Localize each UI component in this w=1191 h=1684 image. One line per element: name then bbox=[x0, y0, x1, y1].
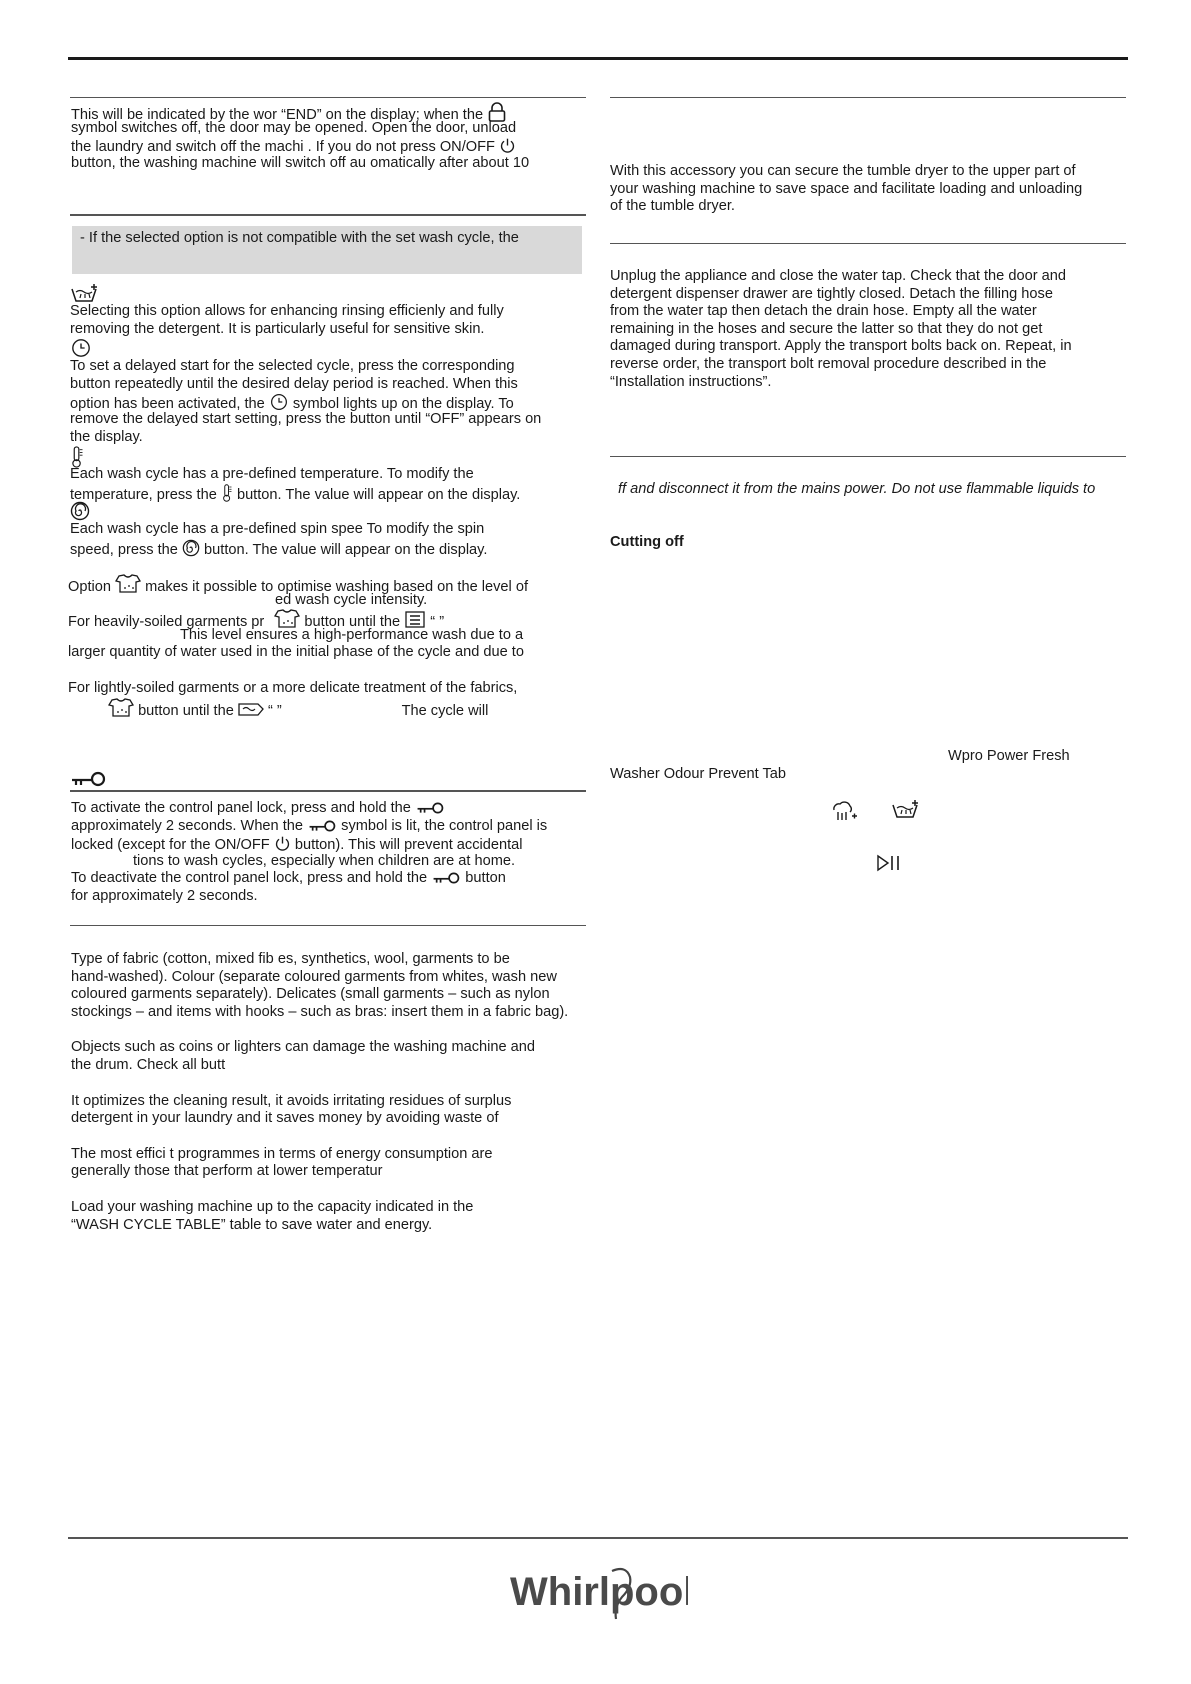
lock-line-2b: symbol is lit, the control panel is bbox=[341, 817, 548, 834]
temp-line-2b: button. The value will appear on the display. bbox=[236, 486, 521, 503]
text-line: hand-washed). Colour (separate coloured garments from whites, wash new bbox=[71, 968, 557, 985]
section-rule bbox=[610, 97, 1126, 98]
soil-line-4: This level ensures a high-performance wash due to a bbox=[180, 626, 524, 643]
lock-line-4: tions to wash cycles, especially when children are at home. bbox=[133, 852, 516, 869]
header-rule bbox=[68, 57, 1128, 60]
start-pause-icon-wrap bbox=[876, 854, 902, 875]
extra-rinse-icon bbox=[70, 283, 100, 303]
text-line: your washing machine to save space and facilitate loading and unloading bbox=[610, 180, 1083, 197]
delay-start-icon bbox=[269, 393, 289, 411]
lock-line-1a: To activate the control panel lock, press and hold the bbox=[71, 800, 411, 816]
options-note-text: - If the selected option is not compatible with the set wash cycle, the bbox=[80, 230, 519, 246]
spin-line-2b: button. The value will appear on the display. bbox=[204, 541, 488, 558]
delay-line-5: the display. bbox=[70, 428, 143, 445]
text-line: Load your washing machine up to the capacity indicated in the bbox=[71, 1198, 474, 1215]
text-line: remaining in the hoses and secure the latter so that they do not get bbox=[610, 320, 1043, 337]
text-line: It optimizes the cleaning result, it avoids irritating residues of surplus bbox=[71, 1092, 512, 1109]
spin-line-1: Each wash cycle has a pre-defined spin spee To modify the spin bbox=[70, 521, 485, 538]
accessory-paragraph bbox=[610, 163, 1130, 216]
brand-name: Whirlpool bbox=[510, 1570, 688, 1614]
section-rule bbox=[70, 925, 586, 926]
section-rule bbox=[70, 790, 586, 792]
delay-line-2: button repeatedly until the desired delay period is reached. When this bbox=[70, 375, 518, 392]
delay-line-3a: option has been activated, the bbox=[70, 396, 265, 413]
text-line: generally those that perform at lower temperatur bbox=[71, 1163, 383, 1180]
brand-logo bbox=[508, 1565, 688, 1621]
end-line-3: the laundry and switch off the machi . If you do not press ON/OFF bbox=[71, 139, 495, 156]
key-lock-icon bbox=[70, 770, 106, 788]
wpro-product-name: Wpro Power Fresh bbox=[948, 748, 1070, 764]
maintenance-warning: ff and disconnect it from the mains power. Do not use flammable liquids to bbox=[618, 481, 1096, 497]
wpro-product-subtitle: Washer Odour Prevent Tab bbox=[610, 766, 787, 782]
power-icon bbox=[274, 835, 291, 852]
soil-level-section bbox=[68, 574, 588, 719]
text-line: damaged during transport. Apply the transport bolts back on. Repeat, in bbox=[610, 338, 1072, 355]
spin-icon bbox=[182, 539, 200, 557]
soil-line-3a: For heavily-soiled garments pr bbox=[68, 614, 265, 631]
delay-line-1: To set a delayed start for the selected cycle, press the corresponding bbox=[70, 358, 515, 375]
text-line: With this accessory you can secure the tumble dryer to the upper part of bbox=[610, 163, 1076, 179]
section-rule bbox=[610, 243, 1126, 244]
delay-start-icon bbox=[70, 338, 92, 358]
tips-section bbox=[71, 951, 591, 1234]
soil-level-icon bbox=[108, 698, 134, 718]
section-rule bbox=[70, 97, 586, 98]
text-line: stockings – and items with hooks – such as bras: insert them in a fabric bag). bbox=[71, 1003, 569, 1020]
key-lock-icon bbox=[415, 801, 445, 815]
temperature-icon bbox=[70, 446, 84, 468]
spin-icon bbox=[70, 501, 90, 521]
lock-line-5a: To deactivate the control panel lock, press and hold the bbox=[71, 870, 428, 887]
spin-line-2a: speed, press the bbox=[70, 541, 178, 558]
tips-paragraph-4 bbox=[71, 1146, 591, 1181]
transport-paragraph bbox=[610, 268, 1130, 391]
steam-icon bbox=[830, 800, 858, 822]
text-line: Type of fabric (cotton, mixed fib es, synthetics, wool, garments to be bbox=[71, 951, 510, 967]
text-line: detergent dispenser drawer are tightly closed. Detach the filling hose bbox=[610, 285, 1053, 302]
text-line: Unplug the appliance and close the water tap. Check that the door and bbox=[610, 268, 1066, 284]
text-line: of the tumble dryer. bbox=[610, 198, 735, 215]
rinse-line-2: removing the detergent. It is particularly useful for sensitive skin. bbox=[70, 320, 485, 337]
steam-icon-wrap bbox=[830, 800, 858, 825]
text-line: “Installation instructions”. bbox=[610, 373, 772, 390]
text-line: detergent in your laundry and it saves money by avoiding waste of bbox=[71, 1110, 499, 1127]
extra-rinse-icon bbox=[891, 798, 921, 820]
delay-line-4: remove the delayed start setting, press the button until “OFF” appears on bbox=[70, 410, 542, 427]
section-rule bbox=[70, 214, 586, 216]
text-line: from the water tap then detach the drain hose. Empty all the water bbox=[610, 303, 1037, 320]
options-section bbox=[70, 283, 590, 557]
temp-line-1: Each wash cycle has a pre-defined temperature. To modify the bbox=[70, 466, 474, 483]
power-icon bbox=[499, 137, 516, 154]
end-of-cycle-paragraph bbox=[71, 102, 591, 172]
soil-line-2: ed wash cycle intensity. bbox=[275, 591, 428, 608]
key-lock-icon bbox=[307, 819, 337, 833]
lock-line-3b: button). This will prevent accidental bbox=[294, 837, 523, 854]
start-pause-icon bbox=[876, 854, 902, 872]
end-line-4: button, the washing machine will switch off au omatically after about 10 bbox=[71, 154, 530, 171]
lock-line-5b: button bbox=[465, 870, 506, 887]
cutting-off-heading: Cutting off bbox=[610, 534, 684, 550]
soil-line-7b: “ ” bbox=[267, 702, 282, 719]
options-note bbox=[72, 226, 582, 274]
temperature-icon bbox=[221, 484, 233, 502]
text-line: The most effici t programmes in terms of energy consumption are bbox=[71, 1145, 493, 1162]
soil-line-7a: button until the bbox=[138, 702, 234, 719]
lock-line-3a: locked (except for the ON/OFF bbox=[71, 837, 270, 854]
soil-line-1a: Option bbox=[68, 579, 111, 595]
footer-rule bbox=[68, 1537, 1128, 1539]
soil-line-3b: button until the bbox=[304, 614, 401, 631]
soil-level-icon bbox=[115, 574, 141, 594]
end-line-1: This will be indicated by the wor “END” on the display; when the bbox=[71, 107, 484, 123]
brand-logo-mark bbox=[508, 1565, 688, 1621]
rinse-icon-wrap bbox=[891, 798, 921, 823]
lock-line-6: for approximately 2 seconds. bbox=[71, 887, 258, 904]
text-line: the drum. Check all butt bbox=[71, 1056, 226, 1073]
temp-line-2a: temperature, press the bbox=[70, 486, 217, 503]
text-line: “WASH CYCLE TABLE” table to save water and energy. bbox=[71, 1216, 433, 1233]
tips-paragraph-5 bbox=[71, 1199, 591, 1234]
section-rule bbox=[610, 456, 1126, 457]
light-soil-icon bbox=[238, 700, 264, 718]
soil-line-3c: “ ” bbox=[430, 614, 445, 631]
delay-line-3b: symbol lights up on the display. To bbox=[292, 396, 514, 413]
rinse-line-1: Selecting this option allows for enhancing rinsing efficienly and fully bbox=[70, 303, 504, 319]
lock-line-2a: approximately 2 seconds. When the bbox=[71, 817, 304, 834]
soil-line-5: larger quantity of water used in the initial phase of the cycle and due to bbox=[68, 644, 524, 661]
control-lock-section bbox=[71, 800, 591, 906]
soil-line-1b: makes it possible to optimise washing based on the level of bbox=[145, 579, 529, 595]
tips-paragraph-1 bbox=[71, 951, 591, 1021]
tips-paragraph-3 bbox=[71, 1093, 591, 1128]
text-line: reverse order, the transport bolt removal procedure described in the bbox=[610, 355, 1047, 372]
tips-paragraph-2 bbox=[71, 1039, 591, 1074]
soil-line-7c: The cycle will bbox=[401, 702, 489, 719]
soil-line-6: For lightly-soiled garments or a more delicate treatment of the fabrics, bbox=[68, 679, 518, 696]
end-line-2: symbol switches off, the door may be opened. Open the door, unload bbox=[71, 119, 517, 136]
key-lock-icon bbox=[431, 871, 461, 885]
text-line: Objects such as coins or lighters can damage the washing machine and bbox=[71, 1039, 536, 1056]
text-line: coloured garments separately). Delicates (small garments – such as nylon bbox=[71, 986, 550, 1003]
key-lock-heading bbox=[70, 770, 106, 791]
